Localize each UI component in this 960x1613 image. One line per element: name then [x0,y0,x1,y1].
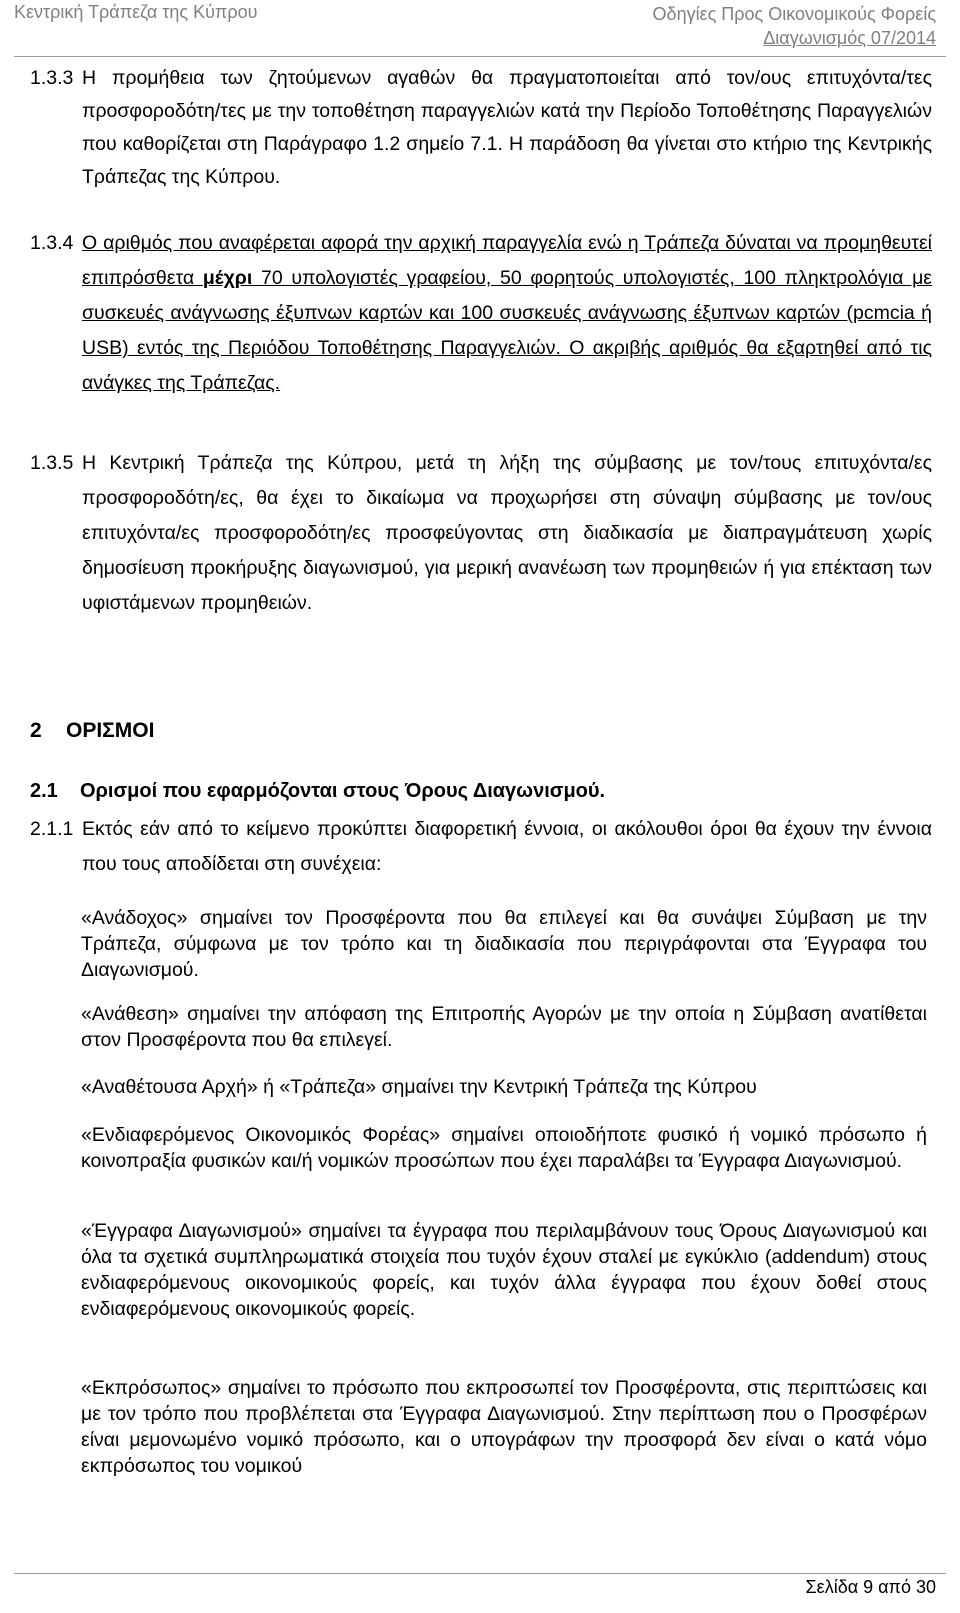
header-document-info [653,2,936,50]
underlined-text-part2: 70 υπολογιστές γραφείου, 50 φορητούς υπολογιστές, 100 πληκτρολόγια με συσκευές ανάγνωσης έξυπνων καρτών και 100 συσκευές ανάγνωσης έξυπνων καρτών (pcmcia ή USB) εντός της Περιόδου Τοποθέτησης Παραγγελιών. [82,267,932,359]
definition-anathesi: «Ανάθεση» σημαίνει την απόφαση της Επιτροπής Αγορών με την οποία η Σύμβαση ανατίθεται στον Προσφέροντα που θα επιλεγεί. [81,1003,927,1051]
header-tender-number: Διαγωνισμός 07/2014 [763,28,936,48]
section-heading-2 [30,719,154,743]
paragraph-number: 1.3.4 [30,232,74,254]
page-number: Σελίδα 9 από 30 [805,1577,936,1597]
paragraph-text [82,226,932,401]
definition-ekprosopos: «Εκπρόσωπος» σημαίνει το πρόσωπο που εκπροσωπεί τον Προσφέροντα, στις περιπτώσεις και με τον τρόπο που προβλέπεται στα Έγγραφα Διαγωνισμού. Στην περίπτωση που ο Προσφέρων είναι μεμονωμένο νομικό πρόσωπο, και ο υπογράφων την προσφορά δεν είναι ο κατά νόμο εκπρόσωπος του νομικού [81,1377,927,1477]
definition-engrafa-diagonismou: «Έγγραφα Διαγωνισμού» σημαίνει τα έγγραφα που περιλαμβάνουν τους Όρους Διαγωνισμού και όλα τα σχετικά συμπληρωματικά στοιχεία που τυχόν έχουν σταλεί με εγκύκλιο (addendum) στους ενδιαφερόμενους οικονομικούς φορείς, και τυχόν άλλα έγγραφα που έχουν δοθεί στους ενδιαφερόμενους οικονομικούς φορείς. [81,1220,927,1320]
paragraph-1-3-5 [30,446,932,621]
paragraph-number: 2.1.1 [30,818,74,840]
definition-anadoxos: «Ανάδοχος» σημαίνει τον Προσφέροντα που θα επιλεγεί και θα συνάψει Σύμβαση με την Τράπεζα, σύμφωνα με τον τρόπο και τη διαδικασία που περιγράφονται στα Έγγραφα του Διαγωνισμού. [81,907,927,981]
footer-divider [14,1573,946,1574]
definition-endiaferomenos-foreas: «Ενδιαφερόμενος Οικονομικός Φορέας» σημαίνει οποιοδήποτε φυσικό ή νομικό πρόσωπο ή κοινοπραξία φυσικών και/ή νομικών προσώπων που έχει παραλάβει τα Έγγραφα Διαγωνισμού. [81,1124,927,1172]
header-divider [14,56,946,57]
paragraph-number: 1.3.5 [30,452,74,474]
paragraph-1-3-4 [30,226,932,401]
section-title: ΟΡΙΣΜΟΙ [66,719,155,742]
paragraph-2-1-1 [30,812,932,882]
page-header [0,0,960,58]
paragraph-text: Εκτός εάν από το κείμενο προκύπτει διαφορετική έννοια, οι ακόλουθοι όροι θα έχουν την έννοια που τους αποδίδεται στη συνέχεια: [82,818,932,875]
subsection-number: 2.1 [30,780,58,802]
paragraph-1-3-3 [30,62,932,194]
subsection-title: Ορισμοί που εφαρμόζονται στους Όρους Διαγωνισμού. [80,780,606,802]
paragraph-text: Η Κεντρική Τράπεζα της Κύπρου, μετά τη λήξη της σύμβασης με τον/τους επιτυχόντα/ες προσφοροδότη/ες, θα έχει το δικαίωμα να προχωρήσει στη σύναψη σύμβασης με τον/ους επιτυχόντα/ες προσφοροδότη/ες προσφεύγοντας στη διαδικασία με διαπραγμάτευση χωρίς δημοσίευση προκήρυξης διαγωνισμού, για μερική ανανέωση των προμηθειών ή για επέκταση των υφιστάμενων προμηθειών. [82,452,932,614]
underlined-text-part3: Ο ακριβής αριθμός θα εξαρτηθεί από τις ανάγκες της Τράπεζας. [82,337,932,394]
definition-anathetousa-archi: «Αναθέτουσα Αρχή» ή «Τράπεζα» σημαίνει την Κεντρική Τράπεζα της Κύπρου [81,1076,757,1098]
paragraph-text: Η προμήθεια των ζητούμενων αγαθών θα πραγματοποιείται από τον/ους επιτυχόντα/τες προσφοροδότη/τες με την τοποθέτηση παραγγελιών κατά την Περίοδο Τοποθέτησης Παραγγελιών που καθορίζεται στη Παράγραφο 1.2 σημείο 7.1. Η παράδοση θα γίνεται στο κτήριο της Κεντρικής Τράπεζας της Κύπρου. [82,67,932,188]
section-number: 2 [30,719,42,742]
header-organization: Κεντρική Τράπεζα της Κύπρου [14,2,258,22]
header-doc-title: Οδηγίες Προς Οικονομικούς Φορείς [652,4,936,24]
paragraph-number: 1.3.3 [30,67,74,89]
underlined-text-part1: Ο αριθμός που αναφέρεται αφορά την αρχική παραγγελία ενώ η Τράπεζα δύναται να προμηθευτεί επιπρόσθετα [82,232,932,289]
subsection-heading-2-1 [30,780,605,803]
bold-text: μέχρι [202,267,253,289]
